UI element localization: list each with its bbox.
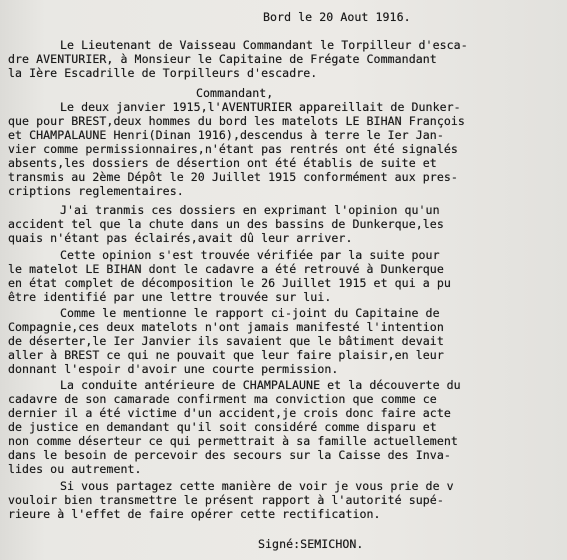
body-line: vouloir bien transmettre le présent rapport à l'autorité supé- — [8, 493, 444, 507]
body-line: cadavre de son camarade confirment ma conviction que comme ce — [8, 392, 437, 406]
body-line: absents,les dossiers de désertion ont été établis de suite et — [8, 156, 437, 170]
body-line: et CHAMPALAUNE Henri(Dinan 1916),descendus à terre le Ier Jan- — [8, 128, 444, 142]
body-line: être identifié par une lettre trouvée sur lui. — [8, 290, 332, 304]
body-line: le matelot LE BIHAN dont le cadavre a été retrouvé à Dunkerque — [8, 262, 444, 276]
salutation: Commandant, — [196, 86, 274, 100]
body-line: lides ou autrement. — [8, 462, 142, 476]
body-line: en état complet de décomposition le 26 Juillet 1915 et qui a pu — [8, 276, 451, 290]
body-line: rieure à l'effet de faire opérer cette rectification. — [8, 507, 381, 521]
body-line: quais n'étant pas éclairés,avait dû leur arriver. — [8, 231, 353, 245]
body-line: dans le besoin de percevoir des secours sur la Caisse des Inva- — [8, 448, 451, 462]
body-line: criptions reglementaires. — [8, 184, 184, 198]
body-line: La conduite antérieure de CHAMPALAUNE et la découverte du — [60, 378, 461, 392]
body-line: aller à BREST ce qui ne pouvait que leur faire plaisir,en leur — [8, 348, 444, 362]
body-line: que pour BREST,deux hommes du bord les matelots LE BIHAN François — [8, 114, 465, 128]
body-line: non comme déserteur ce qui permettrait à sa famille actuellement — [8, 434, 458, 448]
body-line: accident tel que la chute dans un des bassins de Dunkerque,les — [8, 217, 444, 231]
body-line: Compagnie,ces deux matelots n'ont jamais manifesté l'intention — [8, 320, 444, 334]
body-line: Comme le mentionne le rapport ci-joint du Capitaine de — [60, 306, 440, 320]
body-line: vier comme permissionnaires,n'étant pas rentrés ont été signalés — [8, 142, 458, 156]
body-line: de justice en demandant qu'il soit considéré comme disparu et — [8, 420, 437, 434]
body-line: transmis au 2ème Dépôt le 20 Juillet 1915 conformément aux pres- — [8, 170, 458, 184]
address-line: la Ière Escadrille de Torpilleurs d'escadre. — [8, 66, 318, 80]
date-line: Bord le 20 Aout 1916. — [263, 10, 411, 24]
address-line: Le Lieutenant de Vaisseau Commandant le Torpilleur d'esca- — [60, 38, 468, 52]
address-line: dre AVENTURIER, à Monsieur le Capitaine de Frégate Commandant — [8, 52, 437, 66]
signature: Signé:SEMICHON. — [258, 537, 364, 551]
body-line: donnant l'espoir d'avoir une courte permission. — [8, 362, 339, 376]
body-line: Si vous partagez cette manière de voir je vous prie de v — [60, 479, 454, 493]
body-line: de déserter,le Ier Janvier ils savaient que le bâtiment devait — [8, 334, 444, 348]
body-line: Cette opinion s'est trouvée vérifiée par la suite pour — [60, 248, 440, 262]
body-line: J'ai tranmis ces dossiers en exprimant l'opinion qu'un — [60, 203, 440, 217]
body-line: dernier il a été victime d'un accident,je crois donc faire acte — [8, 406, 451, 420]
body-line: Le deux janvier 1915,l'AVENTURIER appareillait de Dunker- — [60, 100, 461, 114]
